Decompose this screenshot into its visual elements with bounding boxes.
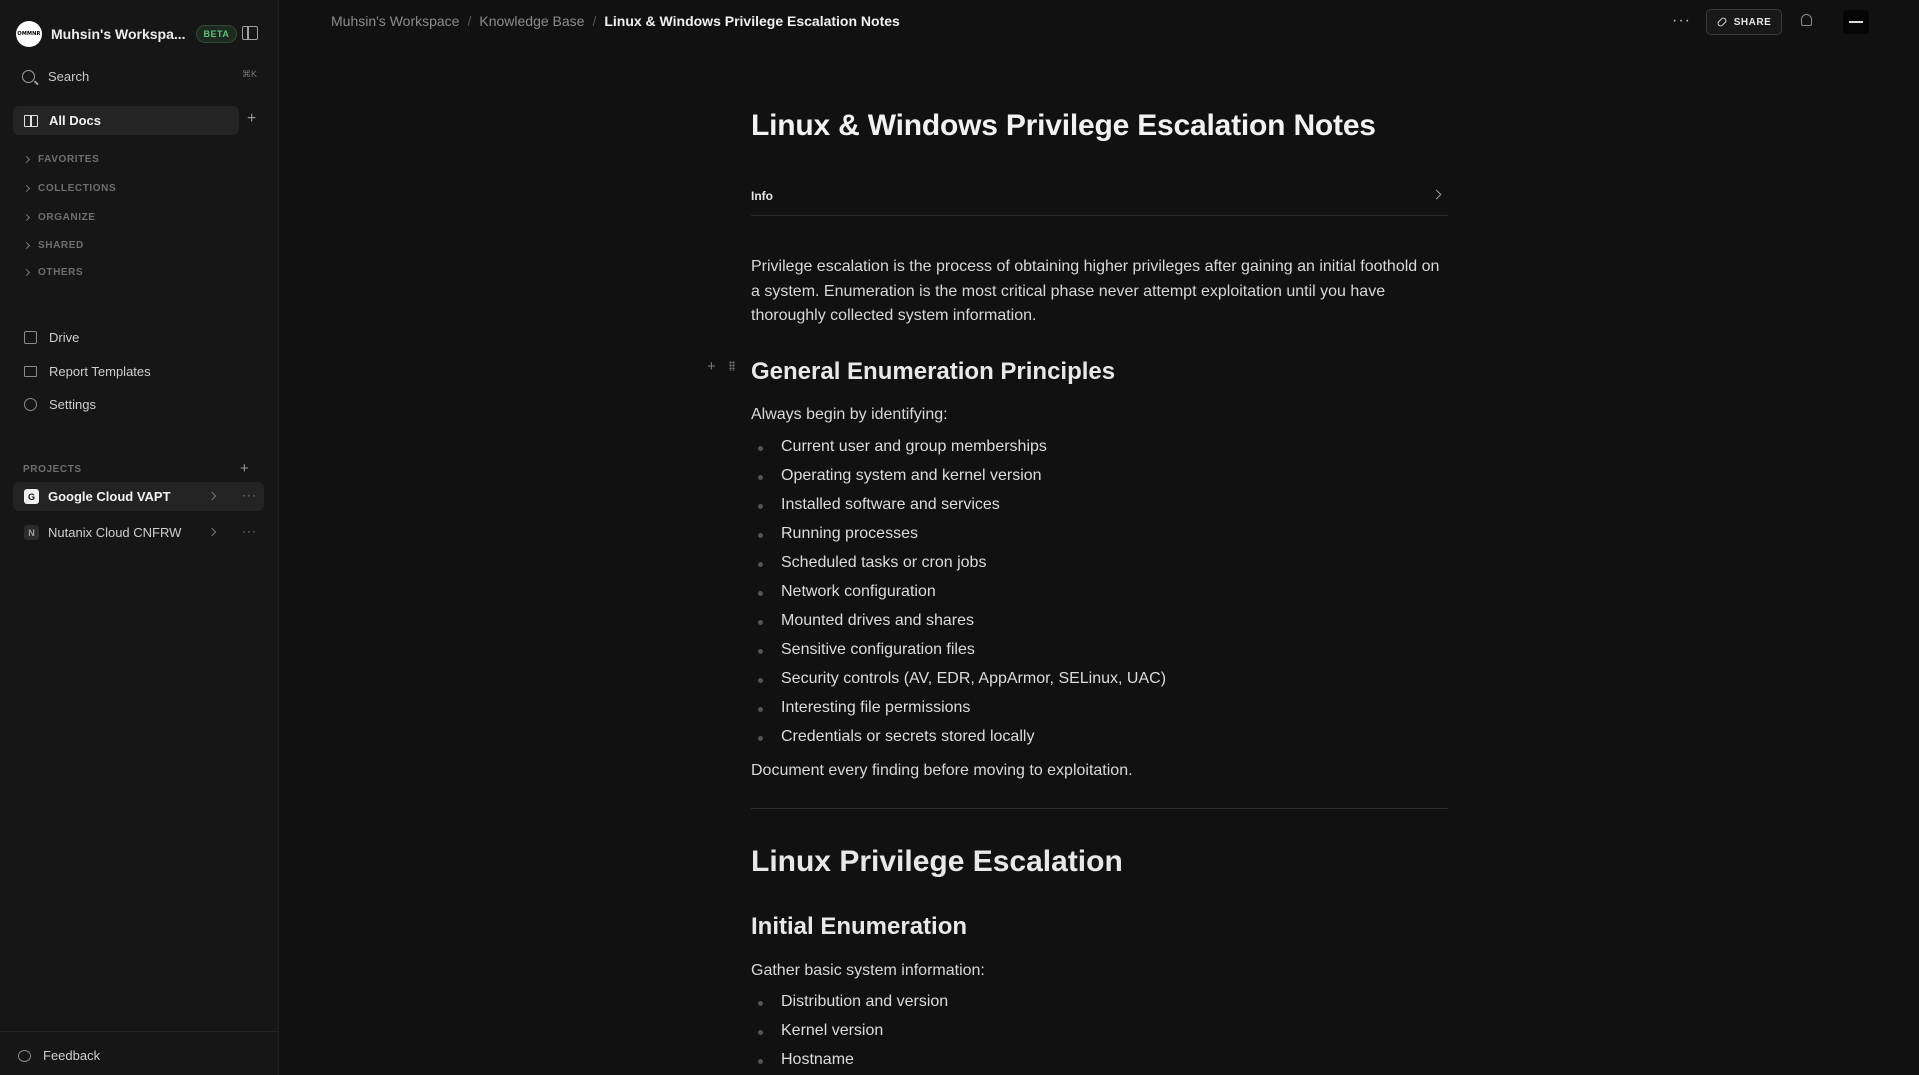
breadcrumb-workspace[interactable]: Muhsin's Workspace [331,13,460,29]
list-item[interactable]: Interesting file permissions [751,699,1166,728]
section-others[interactable]: OTHERS [24,267,83,278]
bullet-list [751,993,948,1075]
list-item[interactable]: Hostname [751,1051,948,1075]
new-doc-plus-icon[interactable]: + [247,110,257,127]
paragraph[interactable]: Document every finding before moving to exploitation. [751,762,1133,779]
workspace-switcher[interactable] [16,22,266,46]
paragraph[interactable]: Gather basic system information: [751,962,985,979]
list-item[interactable]: Distribution and version [751,993,948,1022]
all-docs-label: All Docs [49,113,102,128]
section-organize[interactable]: ORGANIZE [24,212,96,223]
chevron-right-icon [23,269,30,276]
list-item[interactable]: Kernel version [751,1022,948,1051]
section-favorites[interactable]: FAVORITES [24,154,99,165]
list-item[interactable]: Security controls (AV, EDR, AppArmor, SELinux, UAC) [751,670,1166,699]
info-panel-toggle[interactable] [751,184,1448,216]
feedback-button[interactable]: Feedback [18,1048,100,1063]
paragraph[interactable]: Always begin by identifying: [751,406,948,423]
sidebar [0,0,279,1075]
heading-general-enumeration[interactable]: General Enumeration Principles [751,358,1116,385]
project-badge: G [24,489,39,504]
list-item[interactable]: Network configuration [751,583,1166,612]
chevron-right-icon[interactable] [208,492,216,500]
nav-drive[interactable]: Drive [24,330,79,345]
workspace-avatar: OMMNR [16,21,42,47]
project-badge: N [24,525,39,540]
breadcrumb-knowledge-base[interactable]: Knowledge Base [479,13,585,29]
bell-icon[interactable] [1801,14,1812,26]
nav-report-templates[interactable]: Report Templates [24,364,151,379]
drive-icon [24,331,37,344]
heading-initial-enumeration[interactable]: Initial Enumeration [751,913,968,940]
breadcrumb [331,13,900,29]
breadcrumb-separator: / [467,13,472,29]
chevron-right-icon[interactable] [208,528,216,536]
heading-linux-privesc[interactable]: Linux Privilege Escalation [751,845,1123,878]
list-item[interactable]: Sensitive configuration files [751,641,1166,670]
document-title[interactable]: Linux & Windows Privilege Escalation Notes [751,109,1376,142]
search-icon [22,70,35,83]
template-icon [24,366,37,377]
bullet-list [751,438,1166,757]
chevron-right-icon [23,214,30,221]
user-avatar[interactable] [1843,10,1869,34]
divider [0,1031,279,1032]
project-google-cloud-vapt[interactable] [13,482,264,511]
share-button[interactable]: SHARE [1706,9,1782,35]
intro-paragraph[interactable]: Privilege escalation is the process of obtaining higher privileges after gaining an initial foothold on a system. Enumeration is the most critical phase never attempt exploitation until you have thoroughly collected system information. [751,258,1440,324]
horizontal-divider [751,808,1448,809]
info-label: Info [751,189,773,203]
chevron-right-icon [1432,190,1442,200]
list-item[interactable]: Mounted drives and shares [751,612,1166,641]
more-icon[interactable]: ··· [242,488,257,502]
search-label: Search [48,68,90,84]
project-nutanix-cloud-cnfrw[interactable] [13,518,264,547]
search-shortcut: ⌘K [241,69,257,79]
section-shared[interactable]: SHARED [24,240,84,251]
projects-heading: PROJECTS [23,464,82,475]
list-item[interactable]: Operating system and kernel version [751,467,1166,496]
beta-badge: BETA [196,25,238,43]
chevron-right-icon [23,185,30,192]
breadcrumb-current-doc: Linux & Windows Privilege Escalation Notes [604,13,900,29]
book-icon [24,115,38,127]
add-block-plus-icon[interactable]: + [707,358,716,375]
project-label: Nutanix Cloud CNFRW [48,525,182,540]
section-collections[interactable]: COLLECTIONS [24,183,116,194]
list-item[interactable]: Installed software and services [751,496,1166,525]
search-button[interactable] [22,66,257,86]
drag-handle-icon[interactable] [729,361,735,371]
list-item[interactable]: Credentials or secrets stored locally [751,728,1166,757]
link-icon [1716,16,1727,27]
breadcrumb-separator: / [592,13,597,29]
add-project-plus-icon[interactable]: + [240,460,249,477]
more-options-icon[interactable]: ··· [1672,12,1691,29]
all-docs-nav[interactable] [13,106,239,135]
gear-icon [24,398,37,411]
more-icon[interactable]: ··· [242,524,257,538]
list-item[interactable]: Scheduled tasks or cron jobs [751,554,1166,583]
sidebar-toggle-icon[interactable] [242,26,258,40]
list-item[interactable]: Current user and group memberships [751,438,1166,467]
project-label: Google Cloud VAPT [48,489,171,504]
workspace-name: Muhsin's Workspa... [51,26,186,42]
chevron-right-icon [23,242,30,249]
list-item[interactable]: Running processes [751,525,1166,554]
nav-settings[interactable]: Settings [24,397,96,412]
chat-bubble-icon [18,1050,31,1062]
chevron-right-icon [23,156,30,163]
